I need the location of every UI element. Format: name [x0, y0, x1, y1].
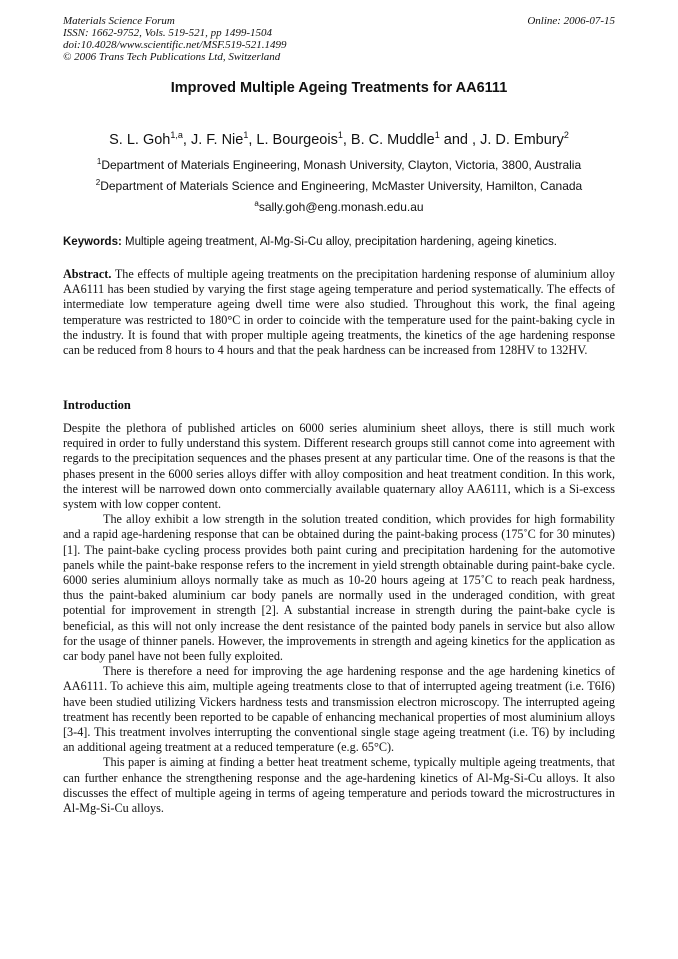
copyright-line: © 2006 Trans Tech Publications Ltd, Switzerland: [63, 51, 281, 63]
paragraph: There is therefore a need for improving the age hardening response and the age hardening kinetics of AA6111. To achieve this aim, multiple ageing treatments close to that of interrupted ageing treatment (i.e. T6I6) have been studied utilizing Vickers hardness tests and transmission electron microscopy. The interrupted ageing treatment has recently been reported to be capable of enhancing mechanical properties of most aluminium alloys [3-4]. This treatment involves interrupting the conventional single stage ageing treatment (i.e. T6) by including an additional ageing treatment at a reduced temperature (e.g. 65°C).: [63, 664, 615, 755]
author-sup: 1: [434, 130, 440, 140]
paragraph: The alloy exhibit a low strength in the solution treated condition, which provides for high formability and a rapid age-hardening response that can be obtained during the paint-baking process (175˚C for 30 minutes) [1]. The paint-bake cycling process provides both paint curing and precipitation hardening for the automotive panels while the paint-bake response refers to the increment in yield strength obtainable during paint-bake cycle. 6000 series aluminium alloys normally take as much as 10-20 hours ageing at 175˚C to reach peak hardness, thus the paint-baked aluminium car body panels are normally used in the underaged condition, with great potential for improvement in strength [2]. A substantial increase in strength during the paint-bake cycle is beneficial, as this will not only increase the dent resistance of the painted body panels in service but also allow for the usage of thinner panels. However, the improvements in strength and ageing kinetics for the application as car body panel have not been fully exploited.: [63, 512, 615, 664]
abstract-text: The effects of multiple ageing treatments on the precipitation hardening response of aluminium alloy AA6111 has been studied by varying the first stage ageing temperature and period systematically. The effects of intermediate low temperature ageing dwell time were also studied. Throughout this work, the final ageing temperature was restricted to 180°C in order to coincide with the temperature used for the paint-baking cycle in the industry. It is found that with proper multiple ageing treatments, the kinetics of the age hardening response can be reduced from 8 hours to 4 hours and that the peak hardness can be increased from 128HV to 132HV.: [63, 267, 615, 358]
author-name: S. L. Goh: [109, 131, 171, 148]
abstract-label: Abstract.: [63, 267, 112, 281]
author-sup: 2: [563, 130, 569, 140]
introduction-body: [63, 421, 615, 816]
affiliation-text: Department of Materials Science and Engineering, McMaster University, Hamilton, Canada: [100, 179, 583, 193]
author-name: J. F. Nie: [190, 131, 244, 148]
issn-line: ISSN: 1662-9752, Vols. 519-521, pp 1499-1504: [63, 27, 272, 39]
affiliation-2: [0, 178, 678, 193]
doi-line: doi:10.4028/www.scientific.net/MSF.519-521.1499: [63, 39, 287, 51]
author-email: [0, 199, 678, 214]
author-sup: 1: [243, 130, 249, 140]
author-sup: 1: [337, 130, 343, 140]
affiliation-1: [0, 157, 678, 172]
journal-header: [63, 15, 423, 63]
affiliation-sup: 2: [95, 178, 101, 187]
author-name: J. D. Embury: [480, 131, 564, 148]
email-sup: a: [254, 199, 259, 208]
paragraph: Despite the plethora of published articles on 6000 series aluminium sheet alloys, there is still much work required in order to fully understand this system. Different research groups still cannot come into agreement with regards to the precipitation sequences and the phases present at any particular time. One of the reasons is that the phases present in the 6000 series alloys differ with alloy composition and heat treatment condition. In this work, the interest will be narrowed down onto commercially available quaternary alloy AA6111, which is a Si-excess system with low copper content.: [63, 421, 615, 512]
keywords: [63, 236, 623, 248]
author-sup: 1,a: [170, 130, 183, 140]
author-name: L. Bourgeois: [256, 131, 338, 148]
section-heading-introduction: Introduction: [63, 398, 131, 412]
affiliation-text: Department of Materials Engineering, Monash University, Clayton, Victoria, 3800, Australia: [101, 158, 582, 172]
email-text: sally.goh@eng.monash.edu.au: [258, 200, 424, 214]
online-date: Online: 2006-07-15: [527, 15, 615, 27]
author-name: B. C. Muddle: [350, 131, 435, 148]
keywords-label: Keywords:: [63, 236, 122, 248]
affiliation-sup: 1: [96, 157, 102, 166]
author-conjunction: and: [443, 131, 468, 148]
paragraph: This paper is aiming at finding a better heat treatment scheme, typically multiple ageing treatments, that can further enhance the strengthening response and the age-hardening kinetics of Al-Mg-Si-Cu alloys. It also discusses the effect of multiple ageing in terms of ageing temperature and periods toward the microstructures in Al-Mg-Si-Cu alloys.: [63, 755, 615, 816]
keywords-text: Multiple ageing treatment, Al-Mg-Si-Cu alloy, precipitation hardening, ageing kinetics.: [125, 236, 557, 248]
abstract: [63, 267, 615, 358]
author-list: S. L. Goh$^{1,a}$, J. F. Nie$^1$, L. Bourgeois$^1$, B. C. Muddle$^1$ and , J. D. Embury$^2$: [109, 130, 569, 148]
journal-name: Materials Science Forum: [63, 15, 175, 27]
paper-title: Improved Multiple Ageing Treatments for AA6111: [170, 80, 508, 96]
